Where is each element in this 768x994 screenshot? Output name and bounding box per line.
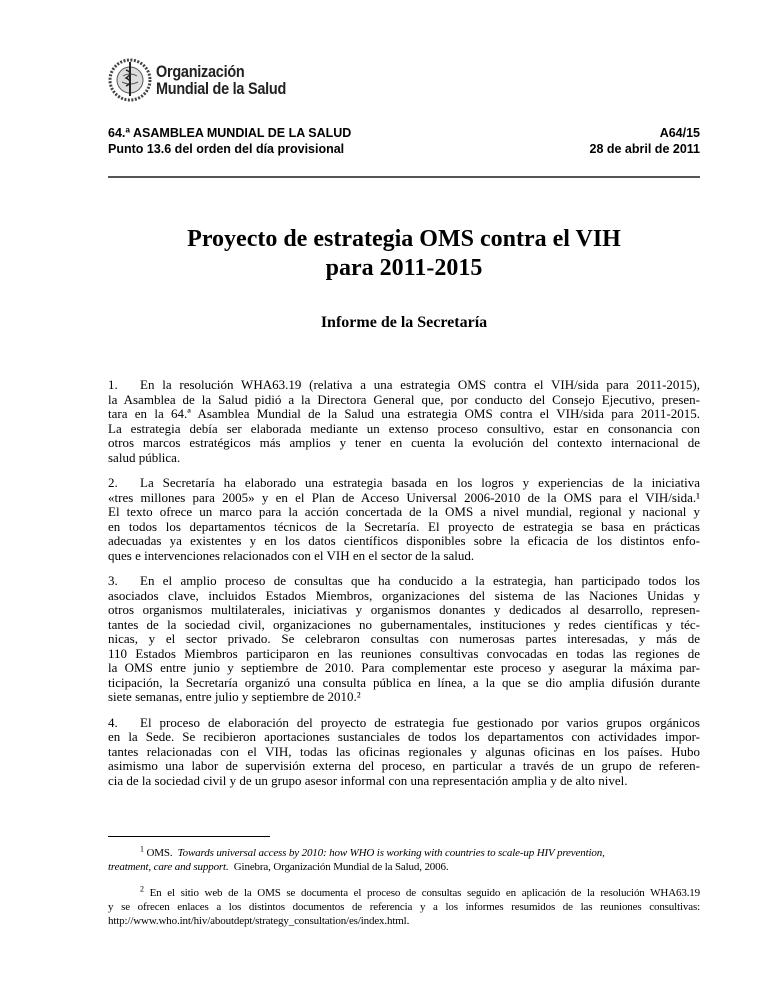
paragraph-line bbox=[108, 520, 700, 535]
paragraph-line bbox=[108, 690, 700, 705]
paragraph-text: tantes de la sociedad civil, organizaciones no gubernamentales, instituciones y redes científicas y téc- bbox=[108, 617, 700, 632]
footnote-line bbox=[108, 886, 700, 900]
paragraph-text: adecuadas ya existentes y en los datos científicos disponibles sobre la eficacia de los distintos enfo- bbox=[108, 534, 700, 548]
paragraph-line bbox=[108, 407, 700, 422]
agenda-item: Punto 13.6 del orden del día provisional bbox=[108, 142, 345, 156]
paragraph-text: nicas, y el sector privado. Se celebraron consultas con numerosas partes interesadas, y más de bbox=[108, 632, 700, 646]
paragraph-text: tara en la 64.ª Asamblea Mundial de la Salud una estrategia OMS contra el VIH/sida para 2011-2015. bbox=[108, 407, 700, 421]
body-paragraphs bbox=[108, 378, 700, 799]
document-subtitle: Informe de la Secretaría bbox=[320, 314, 488, 331]
paragraph-text: ticipación, la Secretaría organizó una consulta pública en línea, a la que se dio amplia difusión durante bbox=[108, 675, 700, 690]
footnote-mark: 1 bbox=[140, 846, 144, 854]
paragraph-line bbox=[108, 491, 700, 506]
paragraph-line bbox=[108, 549, 700, 564]
paragraph-text: cia de la sociedad civil y de un grupo asesor informal con una representación amplia y de alto nivel. bbox=[108, 773, 628, 788]
footnote-mark: 2 bbox=[140, 886, 144, 894]
paragraph-number: 3. bbox=[108, 574, 118, 588]
document-code: A64/15 bbox=[659, 126, 700, 140]
title-line-2: para 2011-2015 bbox=[325, 255, 483, 281]
footnote-line bbox=[108, 914, 700, 928]
paragraph-line bbox=[108, 451, 700, 466]
paragraph-line bbox=[108, 505, 700, 520]
paragraph-line bbox=[108, 745, 700, 760]
paragraph-text: El proceso de elaboración del proyecto de estrategia fue gestionado por varios grupos orgánicos bbox=[140, 715, 700, 730]
paragraph-4 bbox=[108, 716, 700, 789]
header-left bbox=[108, 125, 351, 157]
paragraph-text: asociados clave, incluidos Estados Miembros, organizaciones del sistema de las Naciones Unidas y bbox=[108, 588, 700, 603]
paragraph-line bbox=[108, 436, 700, 451]
paragraph-line bbox=[108, 661, 700, 676]
paragraph-text: otros organismos multilaterales, iniciativas y organismos donantes y dedicados al desarrollo, represen- bbox=[108, 603, 700, 617]
paragraph-3 bbox=[108, 574, 700, 705]
paragraph-text: El texto ofrece un marco para la acción concertada de la OMS a nivel mundial, regional y nacional y bbox=[108, 505, 700, 519]
footnote-text: En el sitio web de la OMS se documenta el proceso de consultas seguido en aplicación de la resolución WHA63.19 bbox=[149, 887, 700, 899]
logo-line-2: Mundial de la Salud bbox=[156, 79, 287, 98]
paragraph-text: La estrategia debía ser elaborada mediante un extenso proceso consultivo, estar en consonancia con bbox=[108, 421, 700, 436]
footnote-publisher: Ginebra, Organización Mundial de la Salud, 2006. bbox=[233, 861, 449, 873]
paragraph-text: salud pública. bbox=[108, 450, 181, 465]
paragraph-text: «tres millones para 2005» y en el Plan de Acceso Universal 2006-2010 de la OMS para el VIH/sida.¹ bbox=[108, 490, 700, 505]
document-date: 28 de abril de 2011 bbox=[589, 142, 700, 156]
title-line-1: Proyecto de estrategia OMS contra el VIH bbox=[187, 226, 621, 252]
paragraph-line bbox=[108, 774, 700, 789]
logo-line-1: Organización bbox=[156, 62, 245, 81]
paragraph-line bbox=[108, 378, 700, 393]
document-title bbox=[0, 225, 768, 283]
paragraph-number: 4. bbox=[108, 715, 118, 730]
paragraph-line bbox=[108, 422, 700, 437]
paragraph-number: 2. bbox=[108, 476, 118, 490]
paragraph-line bbox=[108, 393, 700, 408]
footnote-title: Towards universal access by 2010: how WHO is working with countries to scale-up HIV prevention, bbox=[177, 847, 605, 859]
paragraph-line bbox=[108, 618, 700, 633]
paragraph-text: ques e intervenciones relacionados con el VIH en el sector de la salud. bbox=[108, 548, 475, 563]
paragraph-line bbox=[108, 476, 700, 491]
paragraph-line bbox=[108, 647, 700, 662]
paragraph-text: en todos los departamentos técnicos de la Secretaría. El proyecto de estrategia se basa en prácticas bbox=[108, 519, 700, 534]
paragraph-number: 1. bbox=[108, 378, 118, 392]
paragraph-text: la Asamblea de la Salud pidió a la Directora General que, por conducto del Consejo Ejecutivo, presen- bbox=[108, 392, 700, 407]
paragraph-2 bbox=[108, 476, 700, 563]
paragraph-text: La Secretaría ha elaborado una estrategia basada en los logros y experiencias de la iniciativa bbox=[140, 476, 700, 490]
footnote-line bbox=[108, 900, 700, 914]
paragraph-text: en la Sede. Se recibieron aportaciones sustanciales de todos los departamentos con actividades impor- bbox=[108, 730, 700, 744]
footnote-rule bbox=[108, 836, 270, 837]
footnote-text: y se ofrecen enlaces a los distintos documentos de referencia y a los informes resumidos de las reuniones consultivas: bbox=[108, 901, 700, 913]
paragraph-line bbox=[108, 716, 700, 731]
footnote-link[interactable]: http://www.who.int/hiv/aboutdept/strategy_consultation/es/index.html. bbox=[108, 915, 410, 927]
paragraph-line bbox=[108, 676, 700, 691]
paragraph-text: asimismo una labor de supervisión externa del proceso, en particular a través de un grupo de referen- bbox=[108, 759, 700, 773]
paragraph-line bbox=[108, 603, 700, 618]
header-right bbox=[590, 125, 701, 157]
paragraph-text: 110 Estados Miembros participaron en las reuniones consultivas convocadas en todas las regiones de bbox=[108, 646, 700, 661]
footnote-2 bbox=[108, 886, 700, 928]
assembly-name: 64.ª ASAMBLEA MUNDIAL DE LA SALUD bbox=[108, 126, 352, 140]
paragraph-text: En la resolución WHA63.19 (relativa a una estrategia OMS contra el VIH/sida para 2011-2015), bbox=[140, 378, 700, 392]
paragraph-1 bbox=[108, 378, 700, 465]
footnote-title-cont: treatment, care and support. bbox=[108, 861, 229, 873]
who-logo bbox=[108, 58, 309, 102]
paragraph-line bbox=[108, 589, 700, 604]
header-rule bbox=[108, 176, 700, 178]
paragraph-line bbox=[108, 574, 700, 589]
paragraph-text: otros marcos estratégicos más amplios y tener en cuenta la evolución del contexto internacional de bbox=[108, 436, 700, 450]
paragraph-line bbox=[108, 534, 700, 549]
who-emblem-icon bbox=[108, 58, 152, 102]
paragraph-line bbox=[108, 759, 700, 774]
paragraph-text: En el amplio proceso de consultas que ha conducido a la estrategia, han participado todos los bbox=[140, 574, 700, 588]
paragraph-text: la OMS entre junio y septiembre de 2010. Para complementar este proceso y asegurar la máxima par- bbox=[108, 661, 700, 675]
footnote-1 bbox=[108, 846, 700, 874]
paragraph-line bbox=[108, 730, 700, 745]
paragraph-text: siete semanas, entre julio y septiembre de 2010.² bbox=[108, 690, 361, 704]
footnote-author: OMS. bbox=[146, 847, 173, 859]
paragraph-line bbox=[108, 632, 700, 647]
paragraph-text: tantes relacionadas con el VIH, todas las oficinas regionales y algunas oficinas en los países. Hubo bbox=[108, 744, 700, 759]
